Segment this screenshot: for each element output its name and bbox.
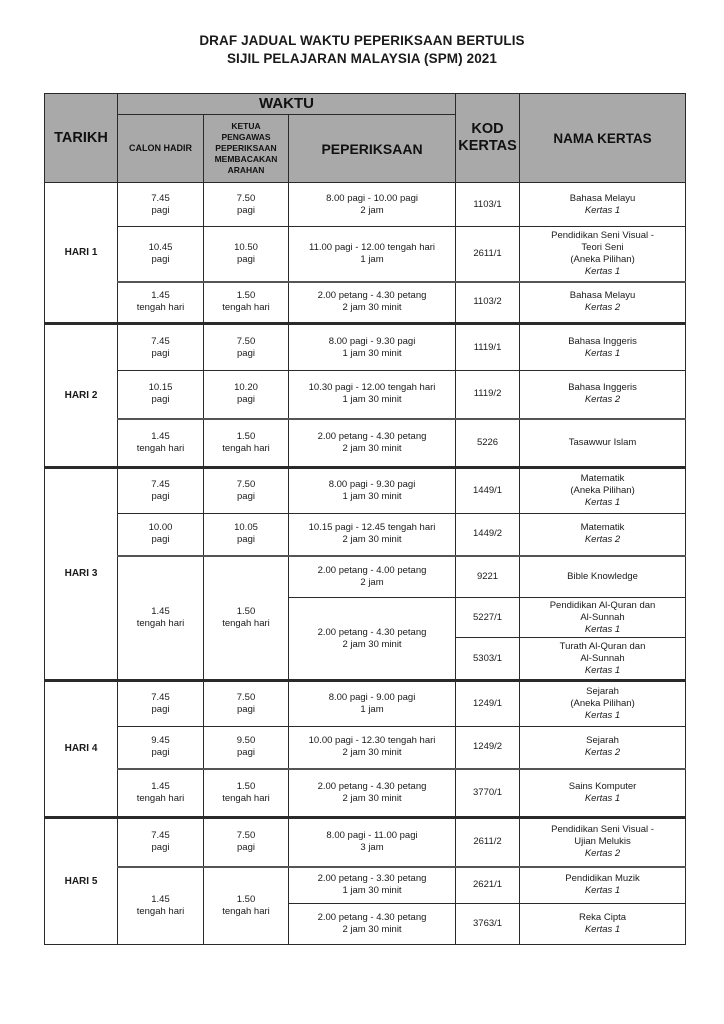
table-row [45, 468, 686, 514]
masa-cell: 2.00 petang - 4.30 petang 2 jam 30 minit [289, 419, 456, 468]
table-row [45, 514, 686, 556]
calon-hadir-cell: 1.45 tengah hari [118, 769, 204, 818]
ketua-cell: 7.50 pagi [204, 681, 289, 727]
calon-hadir-cell: 7.45 pagi [118, 324, 204, 371]
nama-cell: Bahasa Melayu Kertas 2 [520, 282, 686, 324]
masa-cell: 2.00 petang - 4.00 petang 2 jam [289, 556, 456, 598]
table-row [45, 727, 686, 769]
table-row [45, 324, 686, 371]
masa-cell: 2.00 petang - 3.30 petang 1 jam 30 minit [289, 867, 456, 904]
day-label: HARI 1 [45, 183, 118, 324]
table-row [45, 419, 686, 468]
nama-cell: Matematik Kertas 2 [520, 514, 686, 556]
header-ketua-pengawas: KETUA PENGAWAS PEPERIKSAAN MEMBACAKAN ARAHAN [204, 115, 289, 183]
table-row [45, 818, 686, 867]
masa-cell: 2.00 petang - 4.30 petang 2 jam 30 minit [289, 282, 456, 324]
ketua-cell: 1.50 tengah hari [204, 769, 289, 818]
calon-hadir-cell: 7.45 pagi [118, 468, 204, 514]
nama-cell: Tasawwur Islam [520, 419, 686, 468]
masa-cell: 2.00 petang - 4.30 petang 2 jam 30 minit [289, 769, 456, 818]
kod-cell: 1119/1 [456, 324, 520, 371]
calon-hadir-cell: 7.45 pagi [118, 183, 204, 227]
calon-hadir-cell: 10.45 pagi [118, 227, 204, 282]
nama-cell: Bahasa Inggeris Kertas 1 [520, 324, 686, 371]
kod-cell: 2611/2 [456, 818, 520, 867]
calon-hadir-cell: 7.45 pagi [118, 818, 204, 867]
ketua-cell: 1.50 tengah hari [204, 867, 289, 945]
masa-cell: 10.30 pagi - 12.00 tengah hari 1 jam 30 minit [289, 371, 456, 419]
kod-cell: 3770/1 [456, 769, 520, 818]
table-row [45, 371, 686, 419]
kod-cell: 1249/1 [456, 681, 520, 727]
ketua-cell: 10.20 pagi [204, 371, 289, 419]
document-title-line1: DRAF JADUAL WAKTU PEPERIKSAAN BERTULIS [199, 33, 525, 48]
day-label: HARI 3 [45, 468, 118, 681]
masa-cell: 8.00 pagi - 11.00 pagi 3 jam [289, 818, 456, 867]
table-row [45, 769, 686, 818]
masa-cell: 10.15 pagi - 12.45 tengah hari 2 jam 30 minit [289, 514, 456, 556]
day-label: HARI 2 [45, 324, 118, 468]
masa-cell: 11.00 pagi - 12.00 tengah hari 1 jam [289, 227, 456, 282]
nama-cell: Sejarah Kertas 2 [520, 727, 686, 769]
ketua-cell: 1.50 tengah hari [204, 282, 289, 324]
kod-cell: 2621/1 [456, 867, 520, 904]
calon-hadir-cell: 1.45 tengah hari [118, 419, 204, 468]
header-peperiksaan: PEPERIKSAAN [289, 115, 456, 183]
nama-cell: Pendidikan Muzik Kertas 1 [520, 867, 686, 904]
calon-hadir-cell: 10.00 pagi [118, 514, 204, 556]
kod-cell: 3763/1 [456, 904, 520, 945]
nama-cell: Turath Al-Quran dan Al-Sunnah Kertas 1 [520, 638, 686, 681]
nama-cell: Bible Knowledge [520, 556, 686, 598]
masa-cell: 10.00 pagi - 12.30 tengah hari 2 jam 30 minit [289, 727, 456, 769]
table-row [45, 183, 686, 227]
masa-cell: 2.00 petang - 4.30 petang 2 jam 30 minit [289, 904, 456, 945]
kod-cell: 1249/2 [456, 727, 520, 769]
table-row [45, 681, 686, 727]
header-waktu: WAKTU [118, 94, 456, 115]
kod-cell: 1103/2 [456, 282, 520, 324]
masa-cell: 8.00 pagi - 9.30 pagi 1 jam 30 minit [289, 468, 456, 514]
kod-cell: 5226 [456, 419, 520, 468]
kod-cell: 5303/1 [456, 638, 520, 681]
masa-cell: 8.00 pagi - 10.00 pagi 2 jam [289, 183, 456, 227]
kod-cell: 1449/1 [456, 468, 520, 514]
header-kod-kertas: KOD KERTAS [456, 94, 520, 183]
calon-hadir-cell: 7.45 pagi [118, 681, 204, 727]
ketua-cell: 1.50 tengah hari [204, 556, 289, 681]
masa-cell: 8.00 pagi - 9.30 pagi 1 jam 30 minit [289, 324, 456, 371]
nama-cell: Matematik (Aneka Pilihan) Kertas 1 [520, 468, 686, 514]
header-tarikh: TARIKH [45, 94, 118, 183]
masa-cell: 2.00 petang - 4.30 petang 2 jam 30 minit [289, 598, 456, 681]
table-row [45, 282, 686, 324]
nama-cell: Bahasa Melayu Kertas 1 [520, 183, 686, 227]
document-title-line2: SIJIL PELAJARAN MALAYSIA (SPM) 2021 [226, 51, 498, 66]
nama-cell: Bahasa Inggeris Kertas 2 [520, 371, 686, 419]
ketua-cell: 7.50 pagi [204, 183, 289, 227]
nama-cell: Pendidikan Seni Visual - Ujian Melukis Kertas 2 [520, 818, 686, 867]
nama-cell: Pendidikan Al-Quran dan Al-Sunnah Kertas 1 [520, 598, 686, 638]
nama-cell: Pendidikan Seni Visual - Teori Seni (Aneka Pilihan) Kertas 1 [520, 227, 686, 282]
ketua-cell: 7.50 pagi [204, 324, 289, 371]
exam-timetable [44, 93, 686, 945]
kod-cell: 2611/1 [456, 227, 520, 282]
ketua-cell: 7.50 pagi [204, 818, 289, 867]
calon-hadir-cell: 1.45 tengah hari [118, 282, 204, 324]
table-row [45, 867, 686, 904]
ketua-cell: 7.50 pagi [204, 468, 289, 514]
masa-cell: 8.00 pagi - 9.00 pagi 1 jam [289, 681, 456, 727]
calon-hadir-cell: 1.45 tengah hari [118, 556, 204, 681]
kod-cell: 5227/1 [456, 598, 520, 638]
kod-cell: 1103/1 [456, 183, 520, 227]
day-label: HARI 5 [45, 818, 118, 945]
table-row [45, 227, 686, 282]
nama-cell: Sejarah (Aneka Pilihan) Kertas 1 [520, 681, 686, 727]
kod-cell: 1119/2 [456, 371, 520, 419]
calon-hadir-cell: 10.15 pagi [118, 371, 204, 419]
kod-cell: 1449/2 [456, 514, 520, 556]
nama-cell: Sains Komputer Kertas 1 [520, 769, 686, 818]
table-row [45, 556, 686, 598]
ketua-cell: 9.50 pagi [204, 727, 289, 769]
nama-cell: Reka Cipta Kertas 1 [520, 904, 686, 945]
ketua-cell: 10.05 pagi [204, 514, 289, 556]
calon-hadir-cell: 1.45 tengah hari [118, 867, 204, 945]
day-label: HARI 4 [45, 681, 118, 818]
header-nama-kertas: NAMA KERTAS [520, 94, 686, 183]
ketua-cell: 10.50 pagi [204, 227, 289, 282]
header-calon-hadir: CALON HADIR [118, 115, 204, 183]
kod-cell: 9221 [456, 556, 520, 598]
ketua-cell: 1.50 tengah hari [204, 419, 289, 468]
calon-hadir-cell: 9.45 pagi [118, 727, 204, 769]
